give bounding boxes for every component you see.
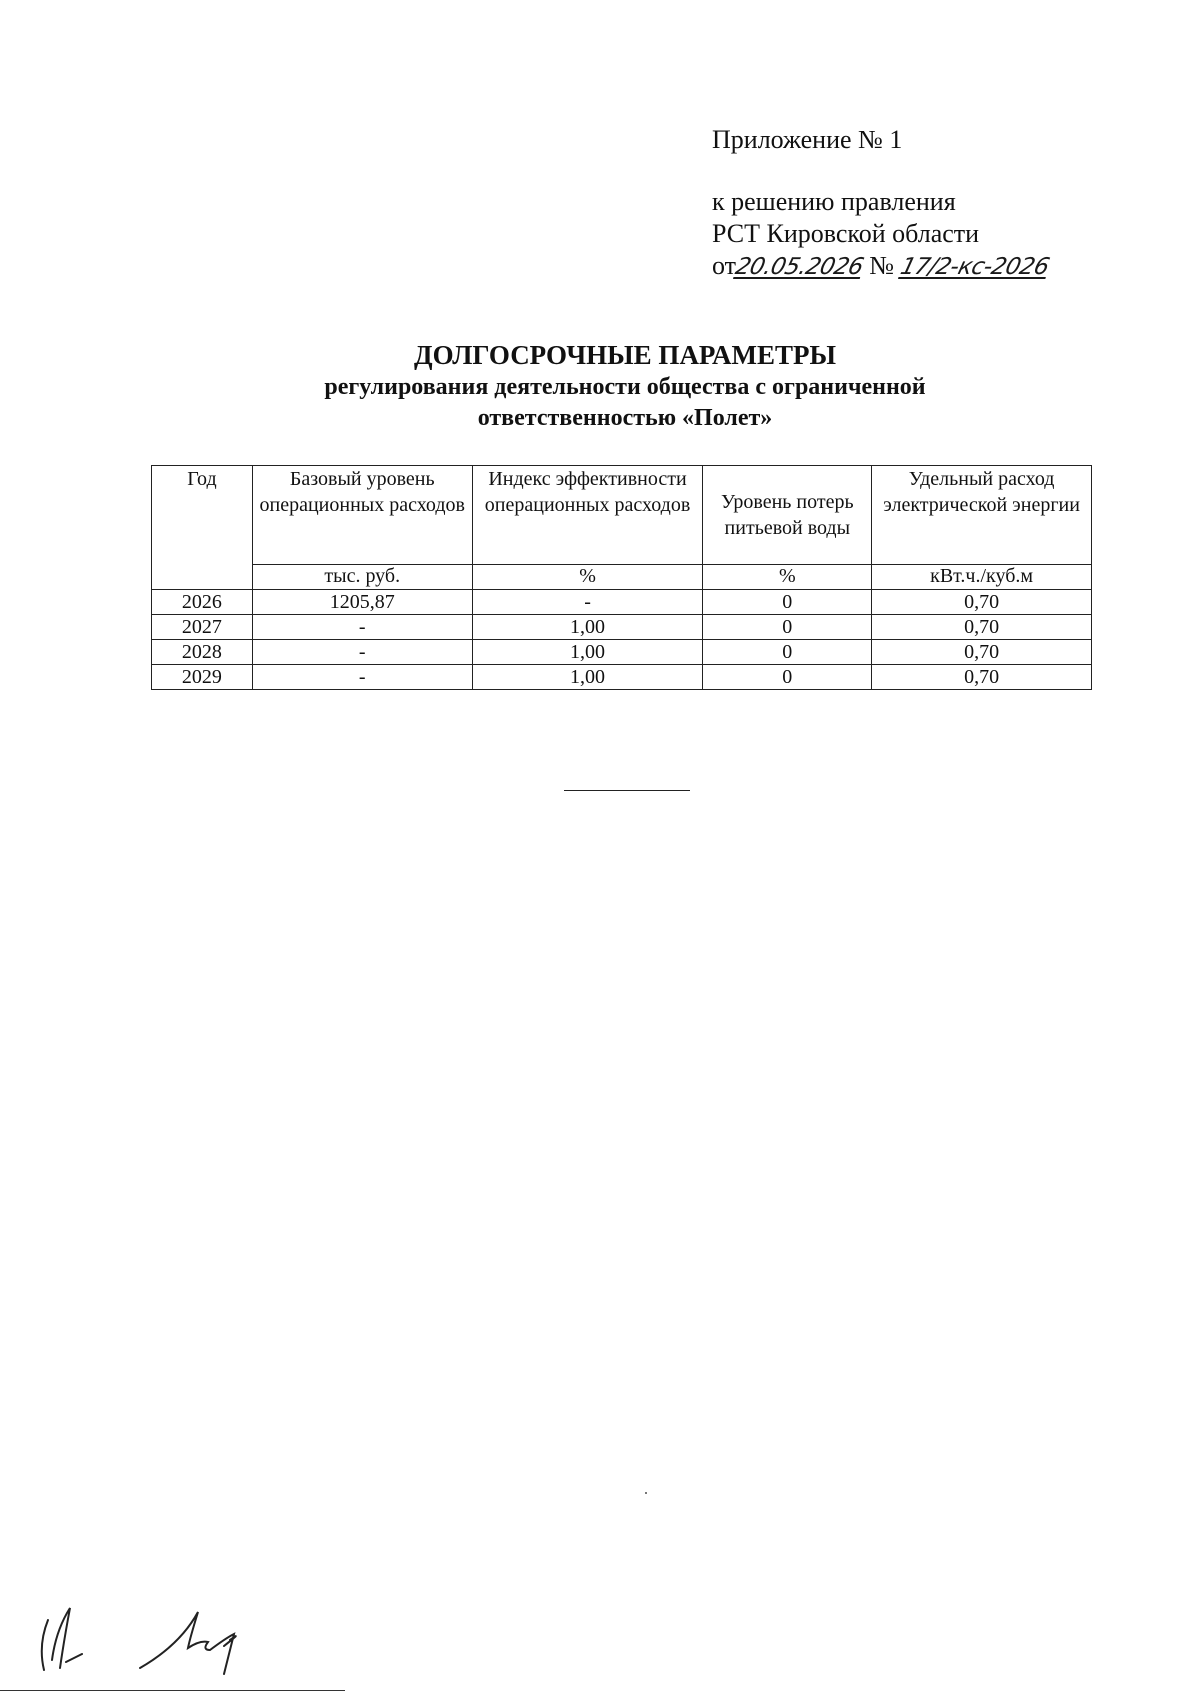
number-prefix: № bbox=[869, 251, 895, 280]
heading-title: ДОЛГОСРОЧНЫЕ ПАРАМЕТРЫ bbox=[414, 340, 836, 370]
authority-line: РСТ Кировской области bbox=[712, 219, 980, 248]
cell-year: 2027 bbox=[152, 615, 253, 640]
handwritten-signature bbox=[30, 1590, 260, 1680]
cell-water-loss: 0 bbox=[703, 640, 872, 665]
date-prefix: от bbox=[712, 251, 737, 280]
header-base-opex: Базовый уровень операционных расходов bbox=[252, 466, 472, 565]
handwritten-number: 17/2-кс-2026 bbox=[897, 254, 1052, 280]
table-header-row bbox=[152, 466, 1092, 565]
header-energy-consumption: Удельный расход электрической энергии bbox=[872, 466, 1092, 565]
appendix-gap bbox=[712, 156, 1048, 186]
date-number-line bbox=[712, 250, 1052, 283]
appendix-block bbox=[712, 124, 1052, 283]
header-water-loss: Уровень потерь питьевой воды bbox=[703, 466, 872, 565]
parameters-table bbox=[151, 465, 1092, 690]
cell-efficiency-index: 1,00 bbox=[472, 615, 703, 640]
heading-subtitle-2: ответственностью «Полет» bbox=[477, 405, 773, 431]
signature-underline bbox=[0, 1690, 345, 1691]
scan-speck bbox=[645, 1492, 647, 1494]
cell-base-opex: 1205,87 bbox=[252, 590, 472, 615]
cell-energy-consumption: 0,70 bbox=[872, 615, 1092, 640]
table-row bbox=[152, 615, 1092, 640]
unit-energy-consumption: кВт.ч./куб.м bbox=[872, 565, 1092, 590]
cell-base-opex: - bbox=[252, 665, 472, 690]
unit-base-opex: тыс. руб. bbox=[252, 565, 472, 590]
table-row bbox=[152, 640, 1092, 665]
cell-efficiency-index: - bbox=[472, 590, 703, 615]
cell-year: 2029 bbox=[152, 665, 253, 690]
cell-year: 2026 bbox=[152, 590, 253, 615]
cell-efficiency-index: 1,00 bbox=[472, 640, 703, 665]
end-rule bbox=[564, 790, 690, 791]
header-efficiency-index: Индекс эффективности операционных расходов bbox=[472, 466, 703, 565]
table-units-row bbox=[152, 565, 1092, 590]
cell-energy-consumption: 0,70 bbox=[872, 590, 1092, 615]
heading-subtitle-1: регулирования деятельности общества с ограниченной bbox=[324, 374, 926, 400]
cell-water-loss: 0 bbox=[703, 615, 872, 640]
table-row bbox=[152, 665, 1092, 690]
decision-line: к решению правления bbox=[712, 187, 956, 216]
header-year: Год bbox=[152, 466, 253, 590]
cell-efficiency-index: 1,00 bbox=[472, 665, 703, 690]
unit-efficiency-index: % bbox=[472, 565, 703, 590]
cell-base-opex: - bbox=[252, 615, 472, 640]
cell-energy-consumption: 0,70 bbox=[872, 640, 1092, 665]
cell-energy-consumption: 0,70 bbox=[872, 665, 1092, 690]
cell-year: 2028 bbox=[152, 640, 253, 665]
table-row bbox=[152, 590, 1092, 615]
cell-water-loss: 0 bbox=[703, 590, 872, 615]
document-heading bbox=[0, 338, 1200, 434]
cell-base-opex: - bbox=[252, 640, 472, 665]
handwritten-date: 20.05.2026 bbox=[732, 254, 866, 280]
cell-water-loss: 0 bbox=[703, 665, 872, 690]
appendix-title: Приложение № 1 bbox=[712, 125, 903, 154]
unit-water-loss: % bbox=[703, 565, 872, 590]
